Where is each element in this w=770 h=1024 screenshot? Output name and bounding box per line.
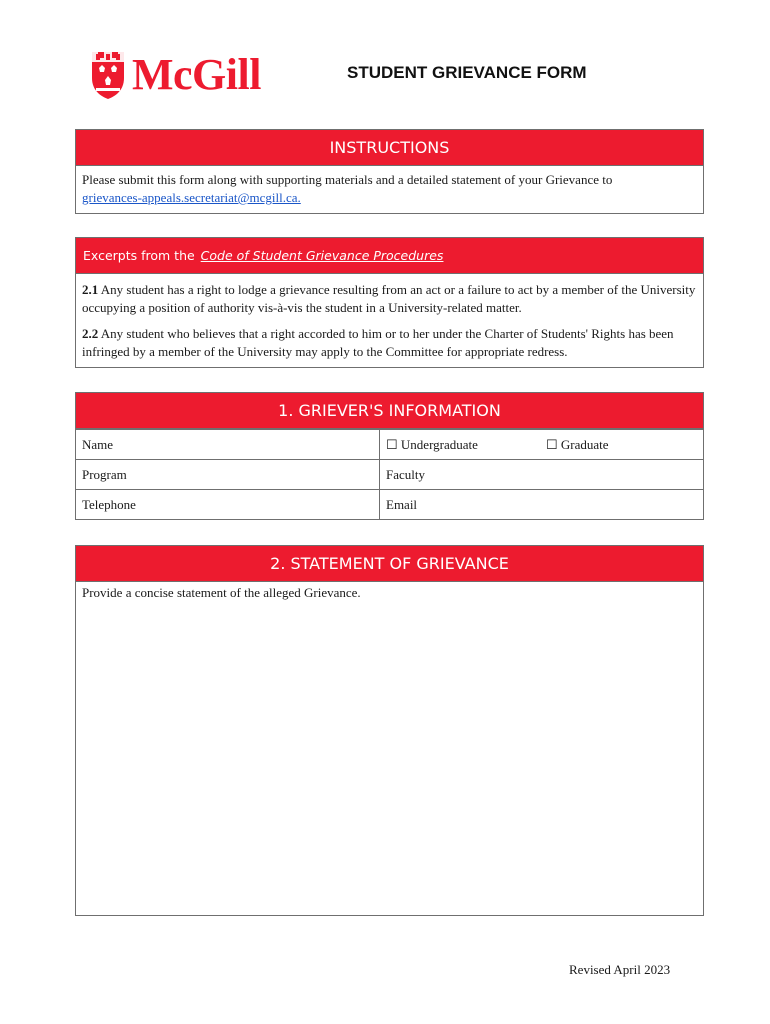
excerpts-body (76, 274, 703, 367)
name-row (76, 429, 703, 459)
excerpt-number: 2.2 (82, 326, 99, 341)
statement-box (75, 545, 704, 916)
telephone-row (76, 489, 703, 519)
statement-heading: 2. STATEMENT OF GRIEVANCE (76, 546, 703, 582)
faculty-field[interactable] (380, 460, 703, 489)
instructions-body (76, 166, 703, 213)
instructions-heading: INSTRUCTIONS (76, 130, 703, 166)
statement-textarea[interactable] (76, 582, 703, 915)
program-row (76, 459, 703, 489)
program-label: Program (82, 467, 127, 482)
instructions-box (75, 129, 704, 214)
name-label: Name (82, 437, 114, 452)
form-title: STUDENT GRIEVANCE FORM (347, 63, 587, 82)
level-field (380, 430, 703, 459)
graduate-checkbox[interactable]: ☐ Graduate (546, 437, 609, 452)
instructions-text: Please submit this form along with supporting materials and a detailed statement of your Grievance to (82, 172, 613, 187)
code-procedures-link[interactable]: Code of Student Grievance Procedures (200, 248, 444, 263)
logo-wordmark: McGill (132, 50, 261, 99)
statement-prompt: Provide a concise statement of the alleged Grievance. (82, 585, 361, 600)
excerpt-item (82, 325, 697, 361)
telephone-field[interactable] (76, 490, 380, 519)
email-label: Email (386, 497, 418, 512)
email-field[interactable] (380, 490, 703, 519)
griever-info-heading: 1. GRIEVER'S INFORMATION (76, 393, 703, 429)
excerpt-item (82, 281, 697, 317)
griever-info-box (75, 392, 704, 520)
excerpts-box (75, 237, 704, 368)
revision-date: Revised April 2023 (569, 962, 671, 977)
excerpt-text: Any student has a right to lodge a grievance resulting from an act or a failure to act by a member of the University occupying a position of authority vis-à-vis the student in a University-related matter. (82, 282, 696, 315)
secretariat-email-link[interactable]: grievances-appeals.secretariat@mcgill.ca. (82, 190, 301, 205)
mcgill-logo (90, 50, 261, 100)
faculty-label: Faculty (386, 467, 425, 482)
undergraduate-checkbox[interactable]: ☐ Undergraduate (386, 437, 478, 452)
program-field[interactable] (76, 460, 380, 489)
excerpts-heading-prefix: Excerpts from the (83, 248, 195, 263)
telephone-label: Telephone (82, 497, 136, 512)
excerpt-number: 2.1 (82, 282, 99, 297)
excerpts-heading (76, 238, 703, 274)
name-field[interactable] (76, 430, 380, 459)
mcgill-crest-icon (90, 50, 126, 100)
excerpt-text: Any student who believes that a right accorded to him or to her under the Charter of Students' Rights has been infringed by a member of the University may apply to the Committee for appropriate redress. (82, 326, 674, 359)
